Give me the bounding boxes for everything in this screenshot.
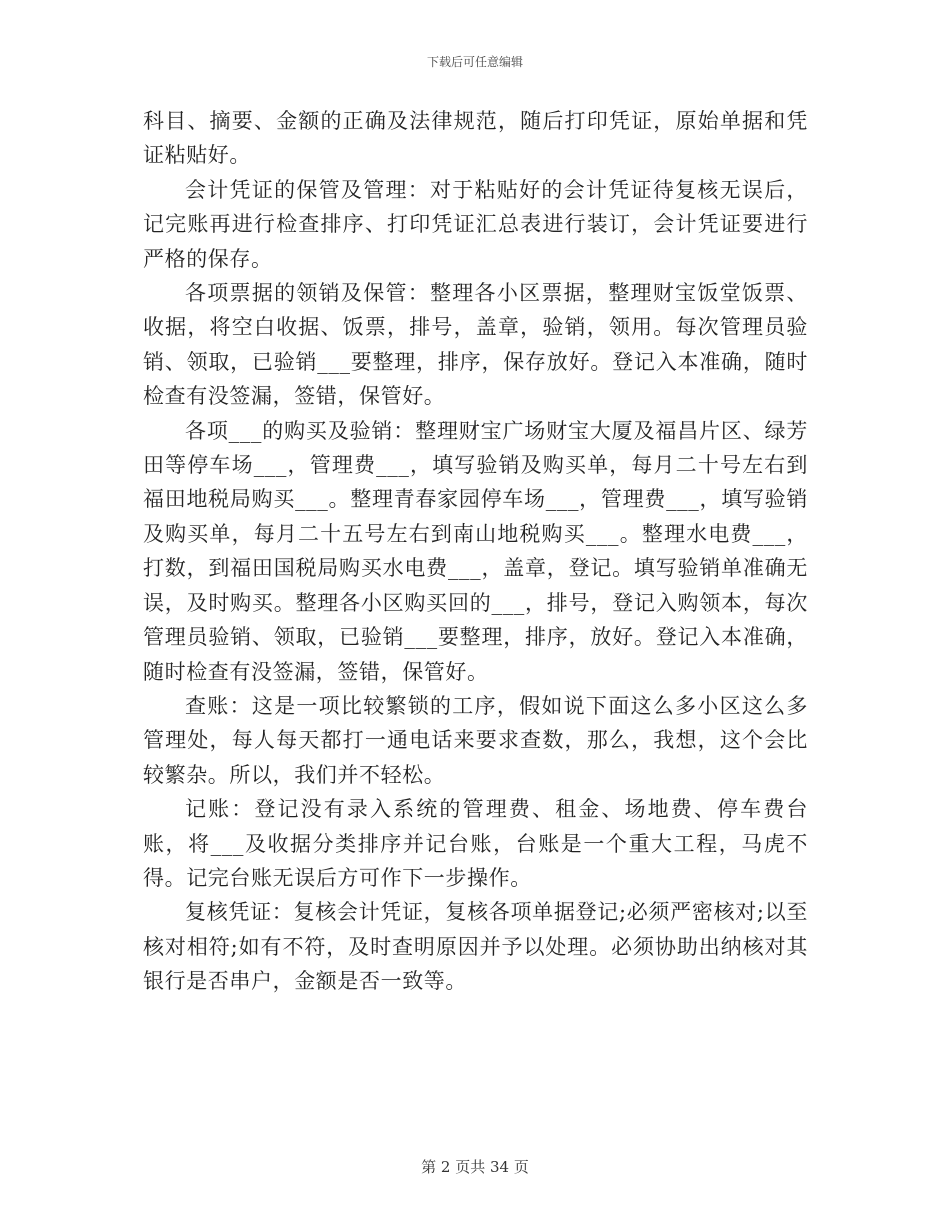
paragraph: 查账：这是一项比较繁锁的工序，假如说下面这么多小区这么多管理处，每人每天都打一通电话来要求查数，那么，我想，这个会比较繁杂。所以，我们并不轻松。 <box>143 693 808 787</box>
paragraph: 记账：登记没有录入系统的管理费、租金、场地费、停车费台账，将___及收据分类排序并记台账，台账是一个重大工程，马虎不得。记完台账无误后方可作下一步操作。 <box>143 797 808 890</box>
page-footer: 第 2 页共 34 页 <box>421 1158 529 1176</box>
paragraph: 会计凭证的保管及管理：对于粘贴好的会计凭证待复核无误后，记完账再进行检查排序、打印凭证汇总表进行装订，会计凭证要进行严格的保存。 <box>143 177 808 271</box>
paragraph: 复核凭证：复核会计凭证，复核各项单据登记;必须严密核对;以至核对相符;如有不符，及时查明原因并予以处理。必须协助出纳核对其银行是否串户，金额是否一致等。 <box>143 900 808 994</box>
paragraph: 各项票据的领销及保管：整理各小区票据，整理财宝饭堂饭票、收据，将空白收据、饭票，排号，盖章，验销，领用。每次管理员验销、领取，已验销___要整理，排序，保存放好。登记入本准确，随时检查有没签漏，签错，保管好。 <box>143 281 808 409</box>
paragraph: 科目、摘要、金额的正确及法律规范，随后打印凭证，原始单据和凭证粘贴好。 <box>143 109 808 168</box>
paragraph: 各项___的购买及验销：整理财宝广场财宝大厦及福昌片区、绿芳田等停车场___，管理费___，填写验销及购买单，每月二十号左右到福田地税局购买___。整理青春家园停车场___，管理费___，填写验销及购买单，每月二十五号左右到南山地税购买___。整理水电费___，打数，到福田国税局购买水电费___，盖章，登记。填写验销单准确无误，及时购买。整理各小区购买回的___，排号，登记入购领本，每次管理员验销、领取，已验销___要整理，排序，放好。登记入本准确，随时检查有没签漏，签错，保管好。 <box>143 418 808 684</box>
page-header: 下载后可任意编辑 <box>426 55 523 69</box>
document-body <box>143 104 808 999</box>
